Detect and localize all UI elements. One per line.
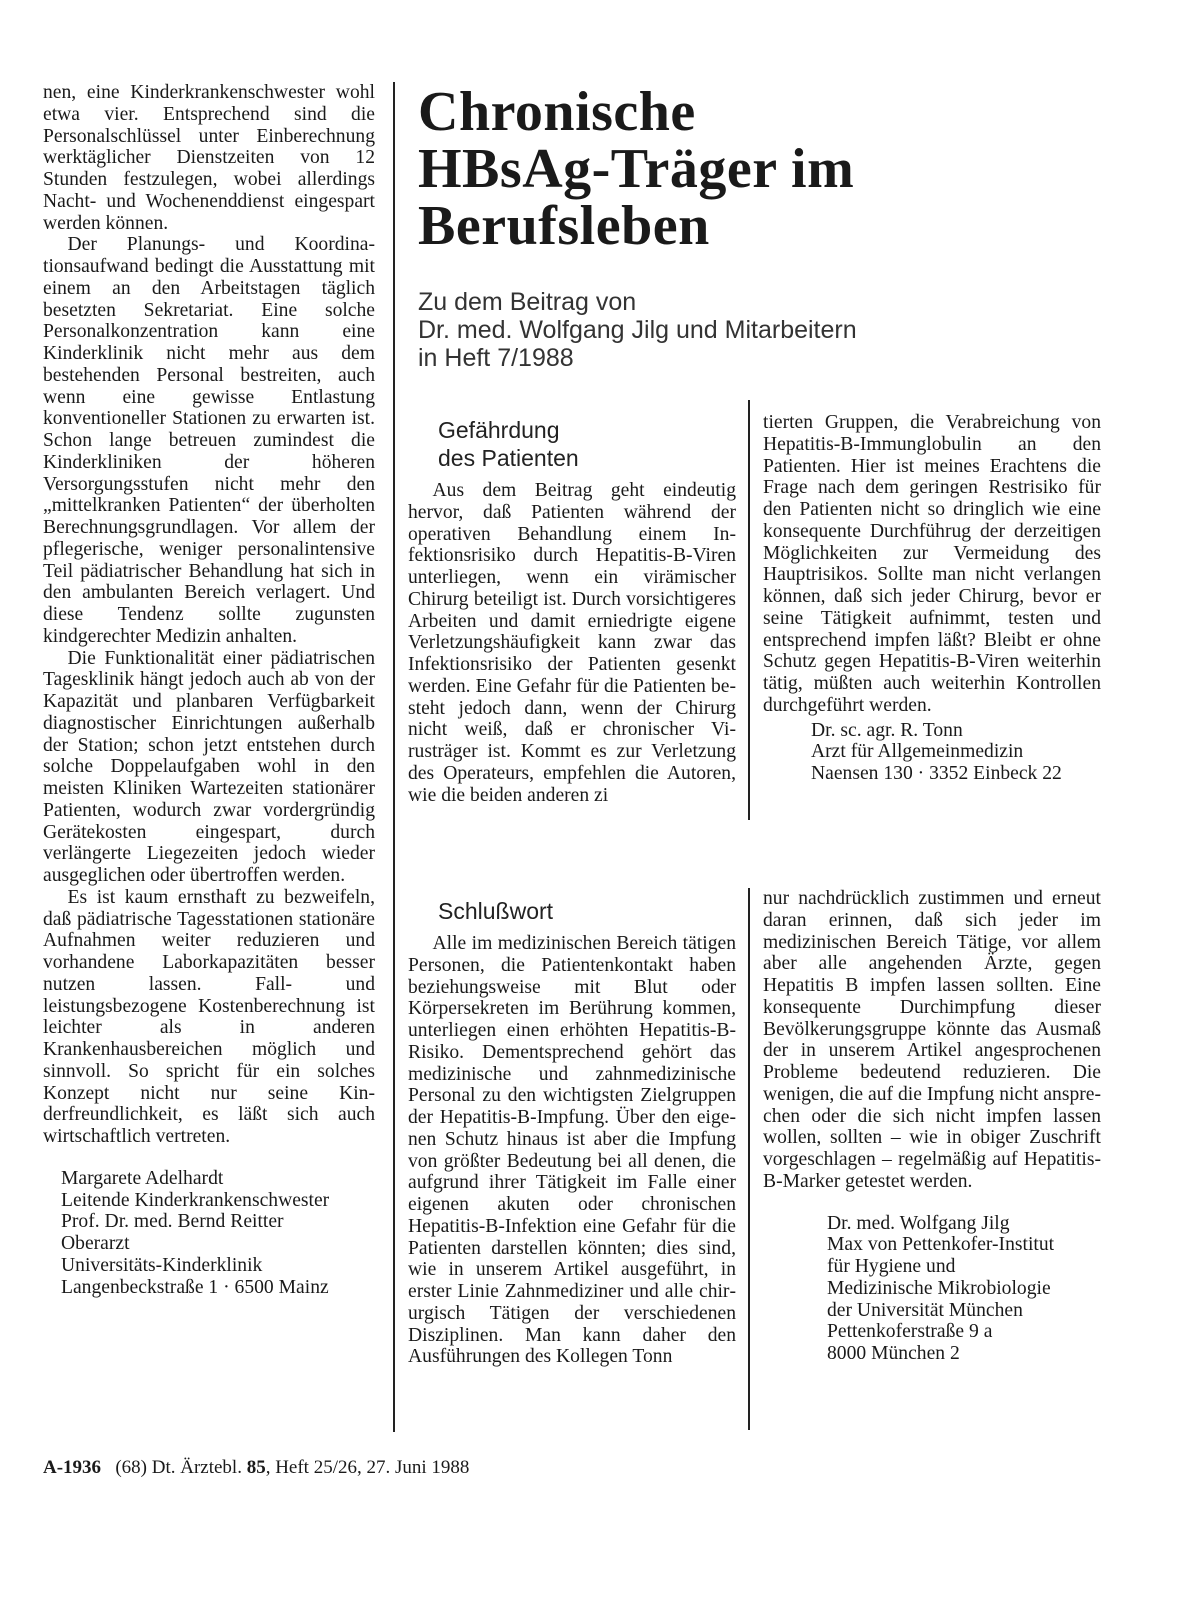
- title-line-2: HBsAg-Träger im: [418, 138, 855, 200]
- left-paragraph-3: Die Funktionalität einer pädiatrischen Tagesklinik hängt jedoch auch ab von der Kapazität und planbaren Verfügbarkeit diagnostischer Einrichtungen außerhalb der Station; schon jetzt entstehen durch solche Doppelaufgaben wohl in den meisten Kliniken Wartezeiten stationärer Patienten, wodurch zwar vordergründig Gerätekosten eingespart, durch verlängerte Liegezeiten jedoch wieder ausgeglichen oder übertroffen werden.: [43, 647, 375, 886]
- left-signature: [43, 1168, 375, 1299]
- article-title: [418, 81, 1158, 257]
- letter2-signature-line-5: der Universität München: [827, 1299, 1023, 1321]
- letter1-body-part-2: tierten Gruppen, die Verabreichung von Hepatitis-B-Immunglobulin an den Patienten. Hier ist meines Erachtens die Frage nach dem geringen Restrisiko für den Patienten nicht so dringlich wie eine konsequente Durchführug der derzeitigen Möglichkeiten zur Vermeidung des Hauptrisikos. Sollte man nicht verlangen können, daß sich jeder Chirurg, bevor er seine Tätigkeit aufnimmt, testen und entsprechend impfen läßt? Bleibt er ohne Schutz gegen Hepatitis-B-Viren weiterhin tätig, müßten auch weiterhin Kontrollen durchgeführt werden.: [763, 412, 1101, 716]
- column-rule-upper-middle: [748, 400, 750, 820]
- title-line-1: Chronische: [418, 81, 696, 143]
- letter1-signature: [763, 720, 1101, 785]
- footer-page-code: A-1936: [43, 1457, 102, 1478]
- subtitle-line-3: in Heft 7/1988: [418, 344, 574, 372]
- title-line-3: Berufsleben: [418, 195, 710, 257]
- letter2-signature-line-3: für Hygiene und: [827, 1256, 956, 1277]
- letter2-signature-line-1: Dr. med. Wolfgang Jilg: [827, 1212, 1010, 1234]
- left-paragraph-4: Es ist kaum ernsthaft zu bezweifeln, daß pädiatrische Tagesstationen stationäre Aufnahmen weiter reduzieren und vorhandene Laborkapazitäten besser nutzen lassen. Fall- und leistungsbezogene Kostenberechnung ist leichter als in anderen Krankenhausbereichen möglich und sinnvoll. So spricht für ein solches Konzept nicht nur seine Kinderfreundlichkeit, es läßt sich auch wirtschaftlich vertreten.: [43, 886, 375, 1147]
- left-paragraph-2: Der Planungs- und Koordinationsaufwand bedingt die Ausstattung mit einem an den Arbeitstagen täglich besetzten Sekretariat. Eine solche Personalkonzentration kann eine Kinderklinik nicht mehr aus dem bestehenden Personal bestreiten, auch wenn eine gewisse Entlastung konventioneller Stationen zu erwarten ist. Schon lange betreuen zumindest die Kinderkliniken der höheren Versorgungsstufen nicht mehr den „mittelkranken Patienten“ der überholten Berechnungsgrundlagen. Vor allem der pflegerische, weniger personalintensive Teil pädiatrischer Behandlung hat sich in den ambulanten Bereich verlagert. Und diese Tendenz sollte zugunsten kindgerechter Medizin anhalten.: [43, 234, 375, 647]
- letter1-signature-line-3: Naensen 130 · 3352 Einbeck 22: [811, 763, 1062, 784]
- letter1-column-2: [763, 412, 1101, 785]
- left-signature-line-1: Margarete Adelhardt: [61, 1167, 224, 1189]
- left-signature-line-4: Oberarzt: [61, 1233, 130, 1254]
- column-rule-left: [393, 82, 395, 1432]
- left-signature-line-6: Langenbeckstraße 1 · 6500 Mainz: [61, 1276, 329, 1298]
- letter2-body-part-1: Alle im medizinischen Bereich tätigen Personen, die Patientenkontakt haben beziehungsweise mit Blut oder Körpersekreten im Berührung kommen, unterliegen einen erhöhten Hepatitis-B-Risiko. Dementsprechend gehört das medizinische und zahnmedizinische Personal zu den wichtigsten Zielgruppen der Hepatitis-B-Impfung. Über den eigenen Schutz hinaus ist aber die Impfung von größter Bedeutung bei all denen, die aufgrund ihrer Tätigkeit im Falle einer eigenen akuten oder chronischen Hepatitis-B-Infektion eine Gefahr für die Patienten darstellen könnten; dies sind, wie in unserem Artikel ausgeführt, in erster Linie Zahnmediziner und alle chirurgisch Tätigen der verschiedenen Disziplinen. Man kann daher den Ausführungen des Kollegen Tonn: [408, 933, 736, 1368]
- letter1-signature-line-2: Arzt für Allgemeinmedizin: [811, 741, 1024, 763]
- letter1-column-1: [408, 416, 736, 806]
- footer-volume: 85: [246, 1457, 266, 1478]
- footer-issue-date: , Heft 25/26, 27. Juni 1988: [265, 1457, 470, 1478]
- left-signature-line-2: Leitende Kinderkrankenschwester: [61, 1189, 330, 1211]
- letter2-signature-line-7: 8000 München 2: [827, 1343, 960, 1364]
- letter2-column-2: [763, 888, 1101, 1365]
- letter1-body-part-1: Aus dem Beitrag geht eindeutig hervor, daß Patienten während der operativen Behandlung einem Infektionsrisiko durch Hepatitis-B-Viren unterliegen, wenn ein virämischer Chirurg beteiligt ist. Durch vorsichtigeres Arbeiten und damit erniedrigte eigene Verletzungshäufigkeit kann zwar das Infektionsrisiko der Patienten gesenkt werden. Eine Gefahr für die Patienten besteht jedoch dann, wenn der Chirurg nicht weiß, daß er chronischer Virusträger ist. Kommt es zur Verletzung des Operateurs, empfehlen die Autoren, wie die beiden anderen zi: [408, 480, 736, 806]
- left-paragraph-1: nen, eine Kinderkrankenschwester wohl etwa vier. Entsprechend sind die Personalschlüssel unter Einberechnung werktäglicher Dienstzeiten von 12 Stunden festzulegen, wobei allerdings Nacht- und Wochenenddienst eingespart werden können.: [43, 82, 375, 234]
- letter1-signature-line-1: Dr. sc. agr. R. Tonn: [811, 719, 963, 741]
- left-signature-line-3: Prof. Dr. med. Bernd Reitter: [61, 1211, 284, 1233]
- letter1-heading: [408, 416, 736, 472]
- page-footer: [43, 1457, 469, 1479]
- letter2-signature-line-2: Max von Pettenkofer-Institut: [827, 1234, 1055, 1256]
- left-signature-line-5: Universitäts-Kinderklinik: [61, 1254, 263, 1276]
- footer-journal: (68) Dt. Ärztebl.: [115, 1457, 247, 1478]
- letter2-signature-line-4: Medizinische Mikrobiologie: [827, 1277, 1051, 1299]
- letter1-heading-line-2: des Patienten: [438, 445, 579, 471]
- subtitle-line-1: Zu dem Beitrag von: [418, 288, 637, 316]
- letter2-signature-line-6: Pettenkoferstraße 9 a: [827, 1321, 993, 1343]
- subtitle-line-2: Dr. med. Wolfgang Jilg und Mitarbeitern: [418, 316, 857, 344]
- letter1-heading-line-1: Gefährdung: [438, 417, 560, 443]
- letter2-heading: Schlußwort: [438, 898, 554, 924]
- column-rule-lower-middle: [748, 888, 750, 1430]
- letter2-column-1: [408, 897, 736, 1368]
- article-subtitle: [418, 288, 1158, 372]
- left-column: [43, 82, 375, 1298]
- letter2-body-part-2: nur nachdrücklich zustimmen und erneut daran erinnen, daß sich jeder im medizinischen Bereich Tätige, vor allem aber alle angehenden Ärzte, gegen Hepatitis B impfen lassen sollten. Eine konsequente Durchimpfung dieser Bevölkerungsgruppe könnte das Ausmaß der in unserem Artikel angesprochenen Probleme bedeutend reduzieren. Die wenigen, die auf die Impfung nicht ansprechen oder die sich nicht impfen lassen wollen, sollten – wie in obiger Zuschrift vorgeschlagen – regelmäßig auf Hepatitis-B-Marker getestet werden.: [763, 888, 1101, 1192]
- letter2-signature: [763, 1213, 1101, 1365]
